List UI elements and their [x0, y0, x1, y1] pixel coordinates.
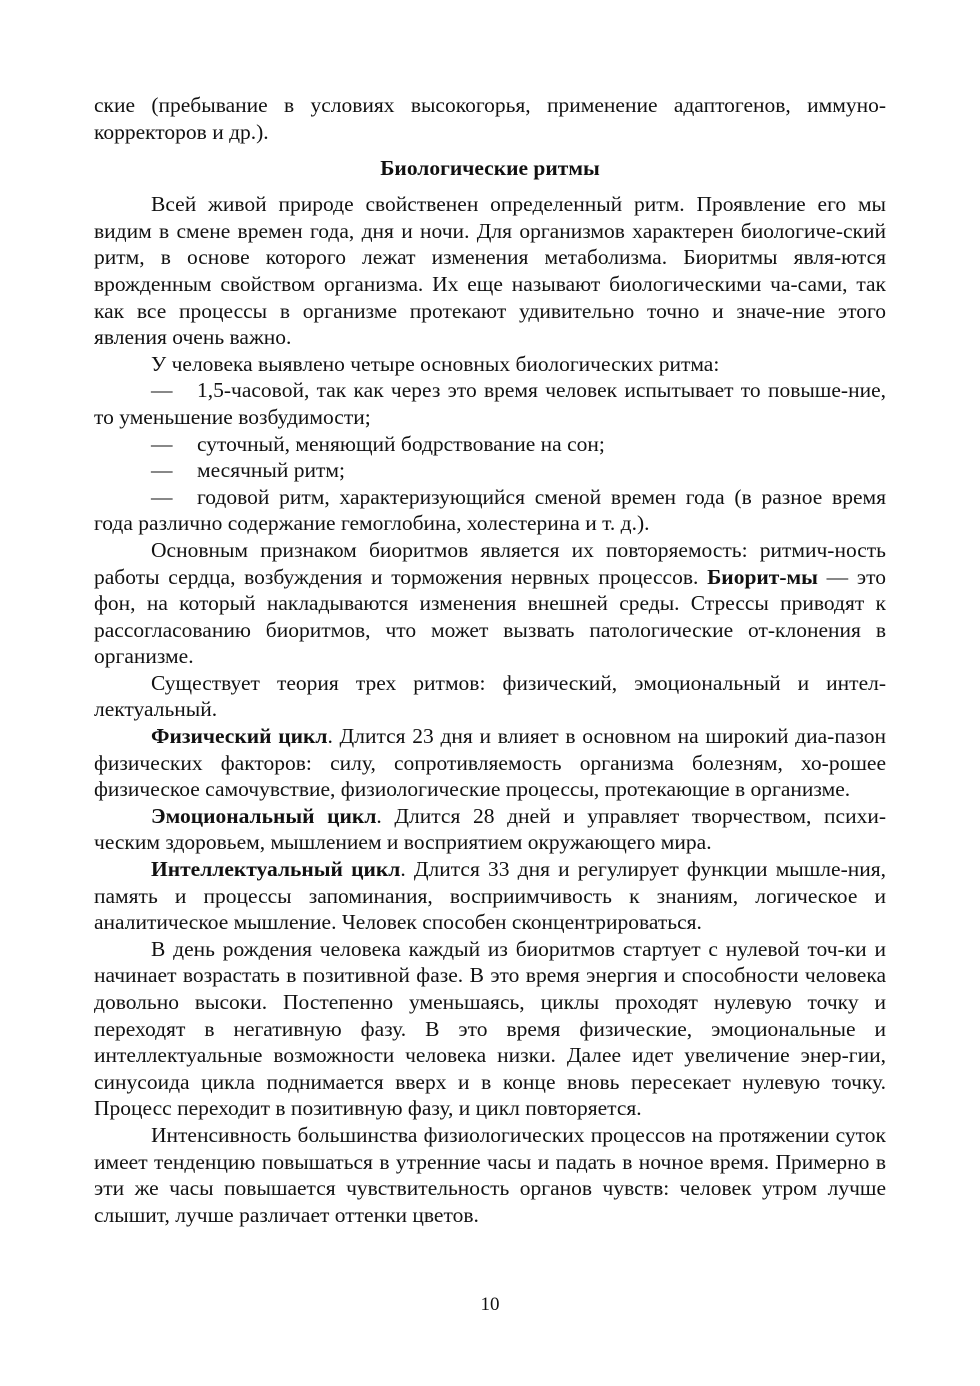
list-item-text: 1,5-часовой, так как через это время человек испытывает то повыше-ние, то уменьшение возбудимости;: [94, 378, 886, 429]
emotional-cycle-term: Эмоциональный цикл: [151, 803, 377, 828]
list-dash: —: [151, 378, 173, 403]
paragraph-1: Всей живой природе свойственен определенный ритм. Проявление его мы видим в смене времен года, дня и ночи. Для организмов характерен биологиче-ский ритм, в основе которого лежат изменения метаболизма. Биоритмы явля-ются врожденным свойством организма. Их еще называют биологическими ча-сами, так как все процессы в организме протекают удивительно точно и значе-ние этого явления очень важно.: [94, 192, 886, 350]
paragraph-3-text-after: — это фон, на который накладываются изменения внешней среды. Стрессы приводят к рассогласованию биоритмов, что может вызвать патологические от-клонения в организме.: [94, 564, 886, 669]
paragraph-3-text-before: Основным признаком биоритмов является их повторяемость: ритмич-ность работы сердца, возбуждения и торможения нервных процессов.: [94, 537, 886, 589]
physical-cycle-term: Физический цикл: [151, 724, 328, 749]
page-body: [94, 92, 886, 1228]
list-dash: —: [151, 431, 173, 456]
intro-paragraph: ские (пребывание в условиях высокогорья, применение адаптогенов, иммуно-корректоров и др.).: [94, 93, 886, 144]
section-heading: Биологические ритмы: [380, 156, 600, 181]
intellectual-cycle-term: Интеллектуальный цикл: [151, 857, 401, 882]
list-item-text: месячный ритм;: [197, 458, 345, 483]
list-item-text: годовой ритм, характеризующийся сменой времен года (в разное время года различно содержание гемоглобина, холестерина и т. д.).: [94, 484, 886, 536]
physical-cycle-text: . Длится 23 дня и влияет в основном на широкий диа-пазон физических факторов: силу, сопротивляемость организма болезням, хо-рошее физическое самочувствие, физиологические процессы, протекающие в организме.: [94, 724, 886, 802]
intellectual-cycle-paragraph: [94, 856, 886, 936]
list-item: [94, 457, 886, 484]
paragraph-9: Интенсивность большинства физиологических процессов на протяжении суток имеет тенденцию повышаться в утренние часы и падать в ночное время. Примерно в эти же часы повышается чувствительность органов чувств: человек утром лучше слышит, лучше различает оттенки цветов.: [94, 1122, 886, 1227]
list-item: [94, 377, 886, 430]
list-item-text: суточный, меняющий бодрствование на сон;: [197, 431, 605, 456]
paragraph-3: [94, 537, 886, 670]
biorhythms-term: Биорит-мы: [707, 564, 818, 589]
list-item: [94, 431, 886, 458]
list-dash: —: [151, 484, 173, 509]
paragraph-8: В день рождения человека каждый из биоритмов стартует с нулевой точ-ки и начинает возрастать в позитивной фазе. В это время энергия и способности человека довольно высоки. Постепенно уменьшаясь, циклы проходят нулевую точку и переходят в негативную фазу. В это время физические, эмоциональные и интеллектуальные возможности человека низки. Далее идет увеличение энер-гии, синусоида цикла поднимается вверх и в конце вновь пересекает нулевую точку. Процесс переходит в позитивную фазу, и цикл повторяется.: [94, 936, 886, 1121]
physical-cycle-paragraph: [94, 723, 886, 803]
paragraph-2: У человека выявлено четыре основных биологических ритма:: [151, 351, 720, 376]
list-item: [94, 484, 886, 537]
page-number: 10: [480, 1294, 500, 1315]
list-dash: —: [151, 458, 173, 483]
paragraph-4: Существует теория трех ритмов: физический, эмоциональный и интел-лектуальный.: [94, 670, 886, 722]
intellectual-cycle-text: . Длится 33 дня и регулирует функции мышле-ния, память и процессы запоминания, восприимчивость к знаниям, логическое и аналитическое мышление. Человек способен сконцентрироваться.: [94, 857, 887, 935]
emotional-cycle-text: . Длится 28 дней и управляет творчеством, психи-ческим здоровьем, мышлением и восприятием окружающего мира.: [94, 803, 886, 855]
emotional-cycle-paragraph: [94, 803, 886, 856]
